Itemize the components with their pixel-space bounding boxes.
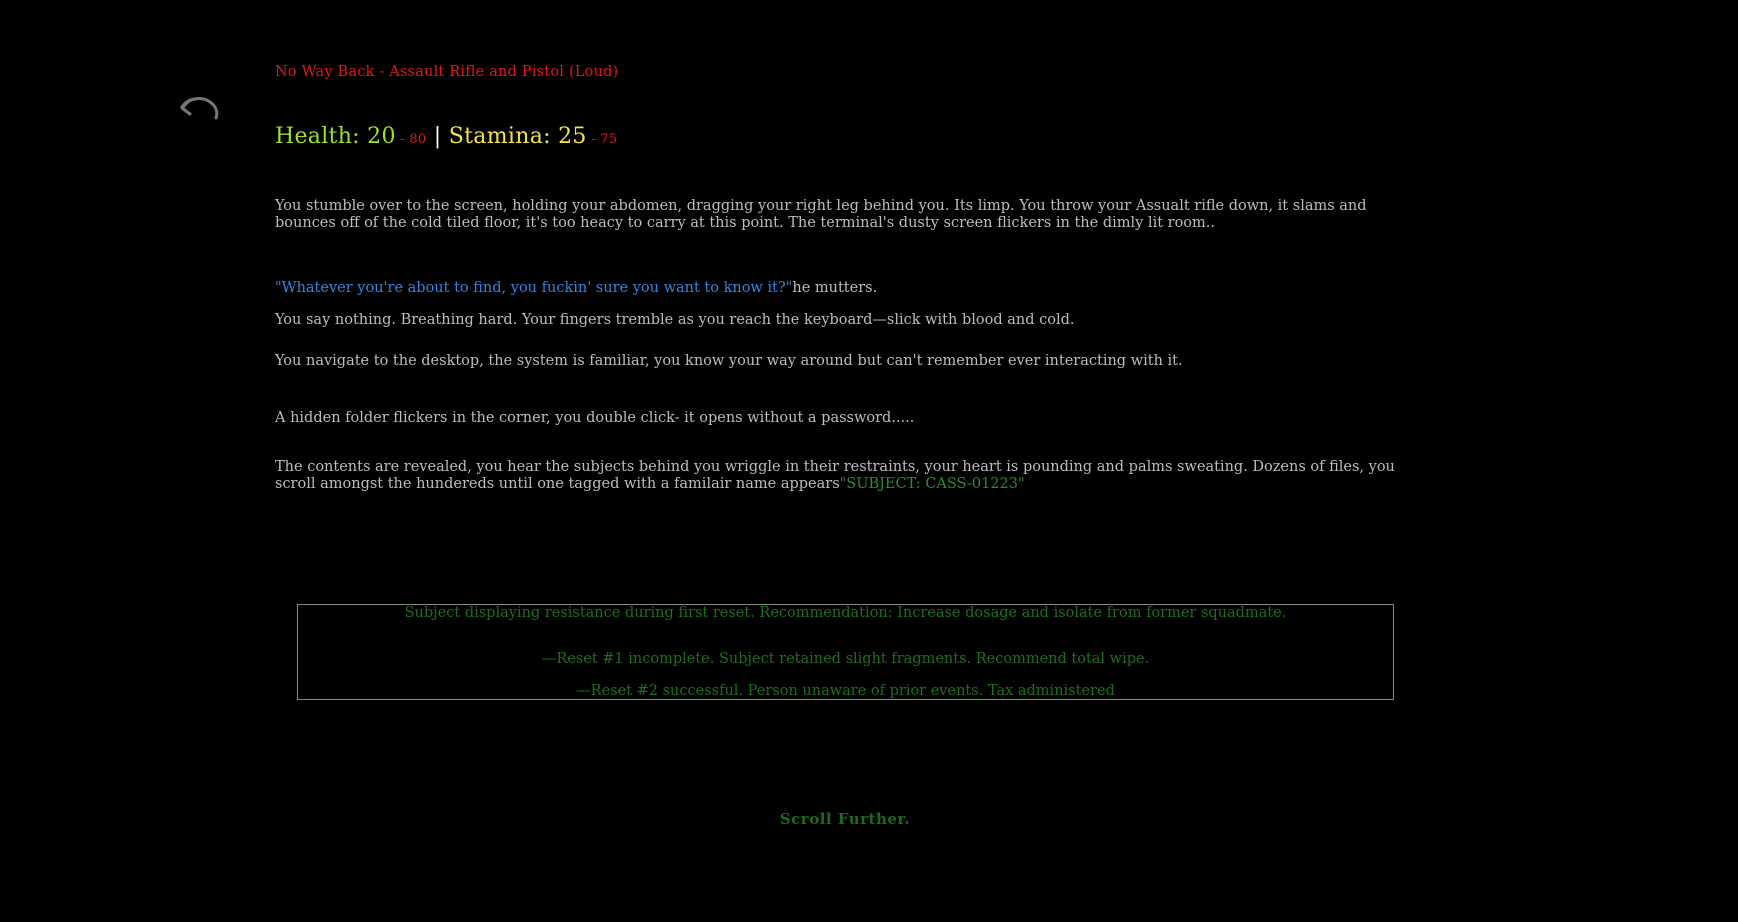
scroll-further-button[interactable]: Scroll Further. [779, 810, 911, 828]
story-paragraph-dialogue [275, 280, 1410, 297]
story-paragraph: You say nothing. Breathing hard. Your fingers tremble as you reach the keyboard—slick with blood and cold. [275, 312, 1075, 328]
chapter-title: No Way Back - Assault Rifle and Pistol (Loud) [275, 64, 619, 80]
stamina-value: Stamina: 25 [448, 124, 587, 149]
story-panel [275, 64, 1410, 492]
subject-tag: "SUBJECT: CASS-01223" [839, 475, 1025, 492]
dialogue-tail: he mutters. [792, 280, 878, 296]
stats-bar [275, 124, 617, 149]
back-button[interactable] [176, 88, 224, 128]
health-delta: - 80 [395, 132, 427, 147]
log-entry: —Reset #2 successful. Person unaware of prior events. Tax administered [576, 683, 1115, 699]
log-entry: —Reset #1 incomplete. Subject retained slight fragments. Recommend total wipe. [541, 651, 1150, 667]
reveal-text: The contents are revealed, you hear the subjects behind you wriggle in their restraints, your heart is pounding and palms sweating. Dozens of files, you scroll amongst the hundereds until one tagged with a familair name appears [275, 459, 1395, 492]
stats-separator: | [426, 124, 449, 149]
story-paragraph: You navigate to the desktop, the system is familiar, you know your way around but can't remember ever interacting with it. [275, 353, 1183, 369]
story-paragraph-reveal [275, 459, 1410, 492]
undo-arrow-icon [176, 88, 224, 128]
dialogue-quote: "Whatever you're about to find, you fuckin' sure you want to know it?" [275, 280, 793, 296]
health-value: Health: 20 [275, 124, 396, 149]
log-entry: Subject displaying resistance during first reset. Recommendation: Increase dosage and isolate from former squadmate. [404, 605, 1287, 621]
story-paragraph: You stumble over to the screen, holding your abdomen, dragging your right leg behind you. Its limp. You throw your Assualt rifle down, it slams and bounces off of the cold tiled floor, it's too heacy to carry at this point. The terminal's dusty screen flickers in the dimly lit room.. [275, 198, 1367, 231]
terminal-log-box [297, 604, 1394, 700]
stamina-delta: - 75 [586, 132, 618, 147]
story-paragraph: A hidden folder flickers in the corner, you double click- it opens without a password..... [275, 410, 915, 426]
